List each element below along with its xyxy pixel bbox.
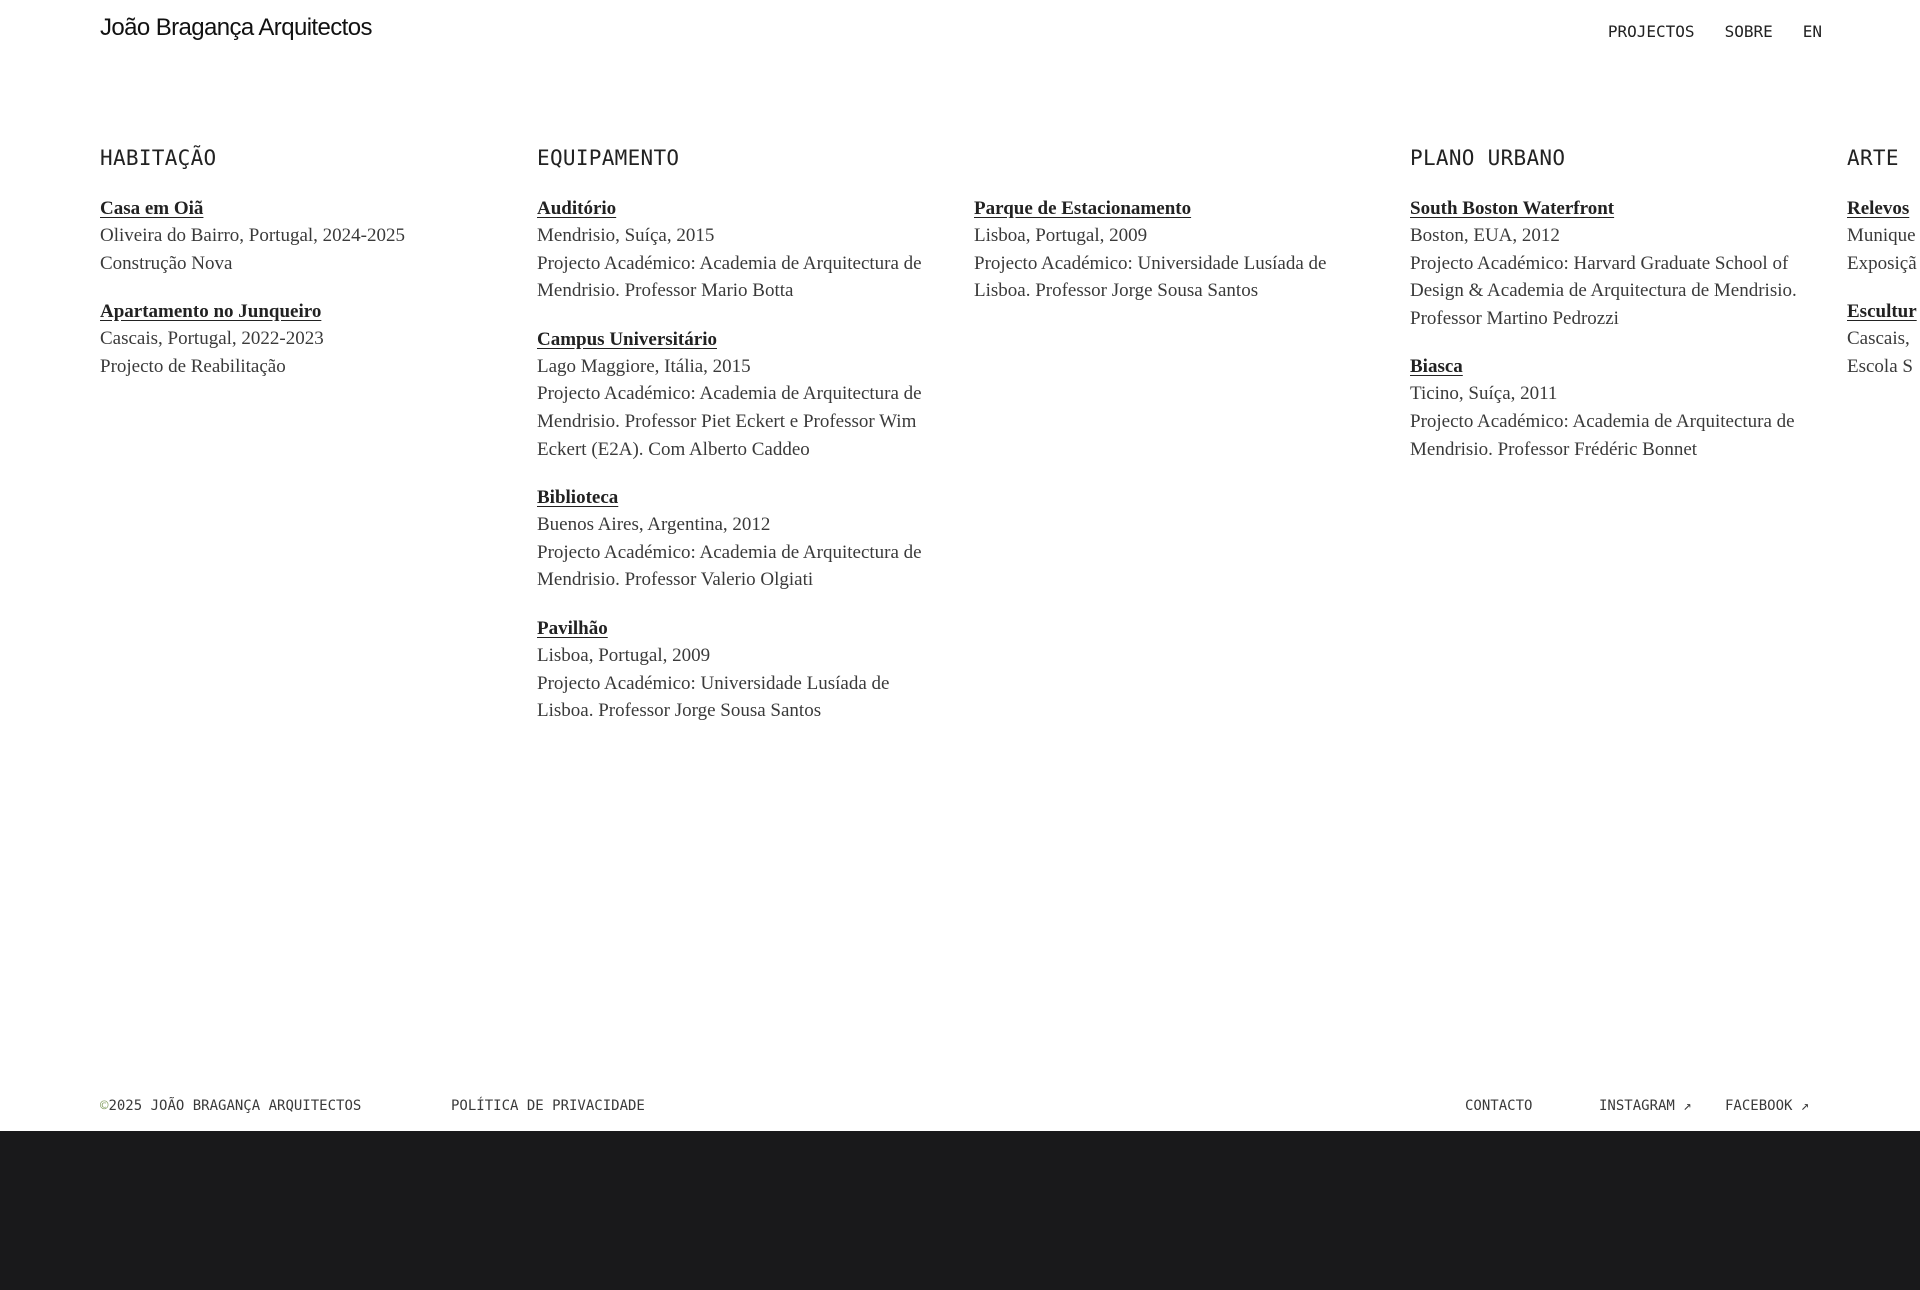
project-link-apartamento-junqueiro[interactable]: Apartamento no Junqueiro xyxy=(100,301,322,323)
project-description: Projecto Académico: Universidade Lusíada de Lisboa. Professor Jorge Sousa Santos xyxy=(537,672,890,722)
category-title-habitacao: HABITAÇÃO xyxy=(100,146,217,170)
project-link-campus-universitario[interactable]: Campus Universitário xyxy=(537,328,717,350)
instagram-link[interactable]: INSTAGRAM ↗ xyxy=(1599,1098,1692,1114)
project-description: Construção Nova xyxy=(100,252,233,274)
column-habitacao xyxy=(100,195,510,401)
site-title-link[interactable]: João Bragança Arquitectos xyxy=(100,14,372,41)
footer-copyright xyxy=(100,1098,361,1114)
privacy-policy-link[interactable]: POLÍTICA DE PRIVACIDADE xyxy=(451,1098,645,1114)
column-equipamento-2 xyxy=(974,195,1384,326)
project-description: Projecto Académico: Academia de Arquitectura de Mendrisio. Professor Mario Botta xyxy=(537,252,922,302)
project-link-auditorio[interactable]: Auditório xyxy=(537,198,617,219)
project-item xyxy=(100,298,510,380)
project-link-south-boston-waterfront[interactable]: South Boston Waterfront xyxy=(1410,198,1615,219)
project-link-biblioteca[interactable]: Biblioteca xyxy=(537,487,619,509)
project-location: Munique xyxy=(1847,225,1916,246)
project-location: Oliveira do Bairro, Portugal, 2024-2025 xyxy=(100,225,406,246)
project-description: Exposiçã xyxy=(1847,252,1917,274)
project-description: Projecto Académico: Academia de Arquitectura de Mendrisio. Professor Frédéric Bonnet xyxy=(1410,410,1795,460)
project-link-biasca[interactable]: Biasca xyxy=(1410,356,1463,378)
project-item xyxy=(1410,353,1820,463)
project-link-relevos[interactable]: Relevos xyxy=(1847,198,1910,219)
copyright-text: 2025 JOÃO BRAGANÇA ARQUITECTOS xyxy=(108,1098,362,1114)
project-item xyxy=(537,326,947,463)
project-location: Ticino, Suíça, 2011 xyxy=(1410,383,1558,405)
project-description: Projecto Académico: Academia de Arquitectura de Mendrisio. Professor Piet Eckert e Professor Wim Eckert (E2A). Com Alberto Caddeo xyxy=(537,383,922,460)
project-description: Projecto Académico: Harvard Graduate School of Design & Academia de Arquitectura de Mendrisio. Professor Martino Pedrozzi xyxy=(1410,252,1797,329)
project-item xyxy=(1410,195,1820,332)
nav-projects-link[interactable]: PROJECTOS xyxy=(1607,22,1695,41)
column-equipamento-1 xyxy=(537,195,947,746)
category-title-equipamento: EQUIPAMENTO xyxy=(537,146,680,170)
project-description: Projecto Académico: Academia de Arquitectura de Mendrisio. Professor Valerio Olgiati xyxy=(537,541,922,591)
project-location: Buenos Aires, Argentina, 2012 xyxy=(537,514,771,536)
nav-about-link[interactable]: SOBRE xyxy=(1724,22,1773,41)
project-description: Projecto de Reabilitação xyxy=(100,355,286,377)
project-item xyxy=(537,195,947,305)
project-location: Boston, EUA, 2012 xyxy=(1410,225,1560,246)
main-nav xyxy=(1608,22,1822,41)
project-location: Cascais, xyxy=(1847,328,1910,350)
project-item xyxy=(974,195,1384,305)
project-item xyxy=(537,484,947,594)
project-location: Lisboa, Portugal, 2009 xyxy=(974,225,1148,246)
project-description: Escola S xyxy=(1847,355,1913,377)
project-item xyxy=(537,615,947,725)
category-title-plano-urbano: PLANO URBANO xyxy=(1410,146,1566,170)
project-location: Cascais, Portugal, 2022-2023 xyxy=(100,328,324,350)
project-link-esculturas[interactable]: Escultur xyxy=(1847,301,1917,323)
project-location: Mendrisio, Suíça, 2015 xyxy=(537,225,715,246)
column-plano-urbano xyxy=(1410,195,1820,484)
project-location: Lago Maggiore, Itália, 2015 xyxy=(537,355,751,377)
category-title-arte: ARTE xyxy=(1847,146,1899,170)
contact-link[interactable]: CONTACTO xyxy=(1465,1098,1533,1114)
project-item xyxy=(1847,298,1920,380)
project-link-pavilhao[interactable]: Pavilhão xyxy=(537,617,608,639)
facebook-link[interactable]: FACEBOOK ↗ xyxy=(1725,1098,1810,1114)
copyright-symbol: © xyxy=(100,1098,109,1114)
project-location: Lisboa, Portugal, 2009 xyxy=(537,644,711,666)
project-link-casa-em-oia[interactable]: Casa em Oiã xyxy=(100,198,204,219)
language-switch-link[interactable]: EN xyxy=(1802,22,1822,41)
project-item xyxy=(100,195,510,277)
project-link-parque-estacionamento[interactable]: Parque de Estacionamento xyxy=(974,198,1192,219)
column-arte xyxy=(1847,195,1920,401)
project-item xyxy=(1847,195,1920,277)
project-description: Projecto Académico: Universidade Lusíada de Lisboa. Professor Jorge Sousa Santos xyxy=(974,252,1327,302)
